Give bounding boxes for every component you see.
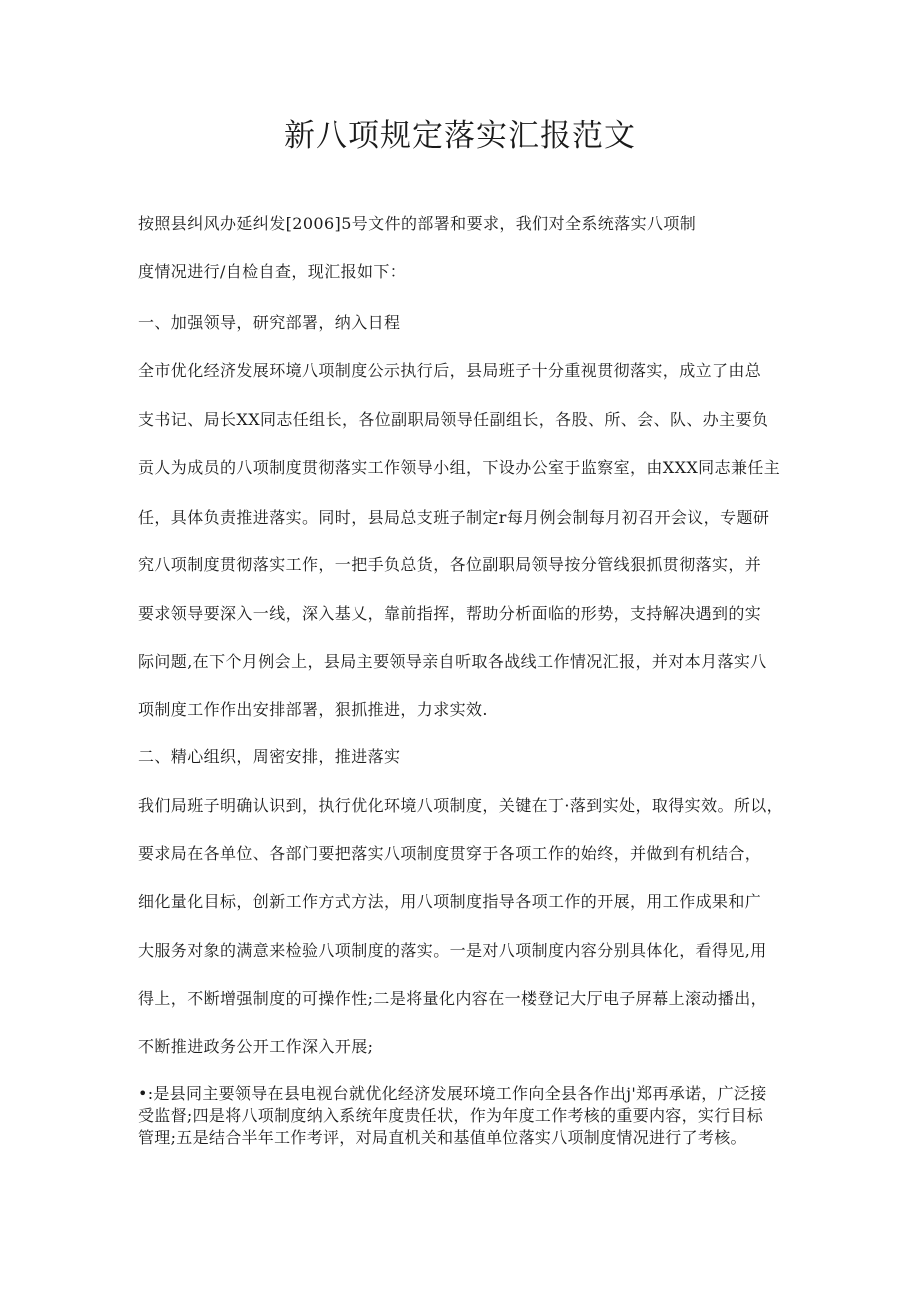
paragraph-line: 度情况进行/自检自查，现汇报如下： <box>138 262 407 281</box>
bullet-line: •:是县同主要领导在县电视台就优化经济发展环境工作向全县各作出j'郑再承诺，广泛接 <box>138 1084 767 1103</box>
paragraph-line: 按照县纠风办延纠发[2006]5号文件的部署和要求，我们对全系统落实八项制 <box>138 214 697 233</box>
paragraph-line: 际问题,在下个月例会上，县局主要领导亲自听取各战线工作情况汇报，并对本月落实八 <box>138 652 767 671</box>
bullet-paragraph <box>138 1083 808 1149</box>
paragraph-line: 任，具体负责推进落实。同时，县局总支班子制定r每月例会制每月初召开会议，专题研 <box>138 508 770 527</box>
paragraph-line: 项制度工作作出安排部署，狠抓推进，力求实效. <box>138 700 488 719</box>
section-heading-1: 一、加强领导，研究部署，纳入日程 <box>138 313 401 332</box>
paragraph-line: 究八项制度贯彻落实工作，一把手负总货，各位副职局领导按分管线狠抓贯彻落实，并 <box>138 555 762 574</box>
document-title: 新八项规定落实汇报范文 <box>284 118 636 154</box>
paragraph-line: 得上，不断增强制度的可操作性;二是将量化内容在一楼登记大厅电子屏幕上滚动播出， <box>138 989 767 1008</box>
paragraph-line: 我们局班子明确认识到，执行优化环境八项制度，关键在丁·落到实处，取得实效。所以， <box>138 796 784 815</box>
paragraph-line: 贡人为成员的八项制度贯彻落实工作领导小组，下设办公室于监察室，由XXX同志兼任主 <box>138 458 781 477</box>
paragraph-line: 全市优化经济发展环境八项制度公示执行后，县局班子十分重视贯彻落实，成立了由总 <box>138 361 762 380</box>
bullet-line: 管理;五是结合半年工作考评，对局直机关和基值单位落实八项制度情况进行了考核。 <box>138 1128 747 1147</box>
paragraph-line: 细化量化目标，创新工作方式方法，用八项制度指导各项工作的开展，用工作成果和广 <box>138 892 762 911</box>
paragraph-line: 大服务对象的满意来检验八项制度的落实。一是对八项制度内容分别具体化，看得见,用 <box>138 941 767 960</box>
section-heading-2: 二、精心组织，周密安排，推进落实 <box>138 747 401 766</box>
paragraph-line: 支书记、局长XX同志任组长，各位副职局领导任副组长，各股、所、会、队、办主要负 <box>138 410 769 429</box>
paragraph-line: 要求局在各单位、各部门要把落实八项制度贯穿于各项工作的始终，并做到有机结合， <box>138 844 762 863</box>
paragraph-line: 不断推进政务公开工作深入开展; <box>138 1037 374 1056</box>
paragraph-line: 要求领导要深入一线，深入基乂，靠前指挥，帮助分析面临的形势，支持解决遇到的实 <box>138 604 762 623</box>
bullet-line: 受监督;四是将八项制度纳入系统年度贵任状，作为年度工作考核的重要内容，实行目标 <box>138 1106 764 1125</box>
